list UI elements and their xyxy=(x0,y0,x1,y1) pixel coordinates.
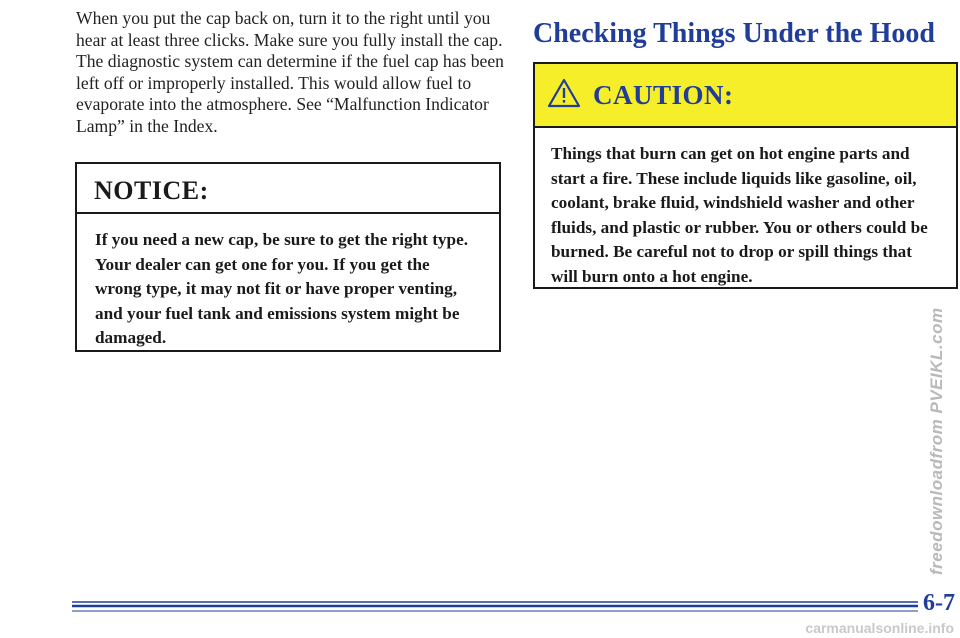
notice-body: If you need a new cap, be sure to get the right type. Your dealer can get one for you. If you get the wrong type, it may not fit or have proper venting, and your fuel tank and emissions system might be damaged. xyxy=(95,230,469,347)
source-watermark: freedownloadfrom PVEIKL.com xyxy=(927,307,946,575)
intro-paragraph: When you put the cap back on, turn it to the right until you hear at least three clicks. Make sure you fully install the cap. The diagnostic system can determine if the fuel cap has been left off or improperly installed. This would allow fuel to evaporate into the atmosphere. See “Malfunction Indicator Lamp” in the Index. xyxy=(76,8,504,136)
section-title: Checking Things Under the Hood xyxy=(533,18,935,49)
page-number: 6-7 xyxy=(923,590,955,616)
notice-heading: NOTICE: xyxy=(77,164,499,214)
notice-box xyxy=(75,162,501,352)
caution-heading: CAUTION: xyxy=(593,79,734,110)
footer-rules xyxy=(72,598,918,628)
warning-triangle-icon xyxy=(547,78,581,113)
caution-header xyxy=(535,64,956,128)
caution-body: Things that burn can get on hot engine parts and start a fire. These include liquids like gasoline, oil, coolant, brake fluid, windshield washer and other fluids, and plastic or rubber. You or others could be burned. Be careful not to drop or spill things that will burn onto a hot engine. xyxy=(551,144,928,286)
footer-site-link[interactable]: carmanualsonline.info xyxy=(805,620,954,636)
caution-box xyxy=(533,62,958,289)
